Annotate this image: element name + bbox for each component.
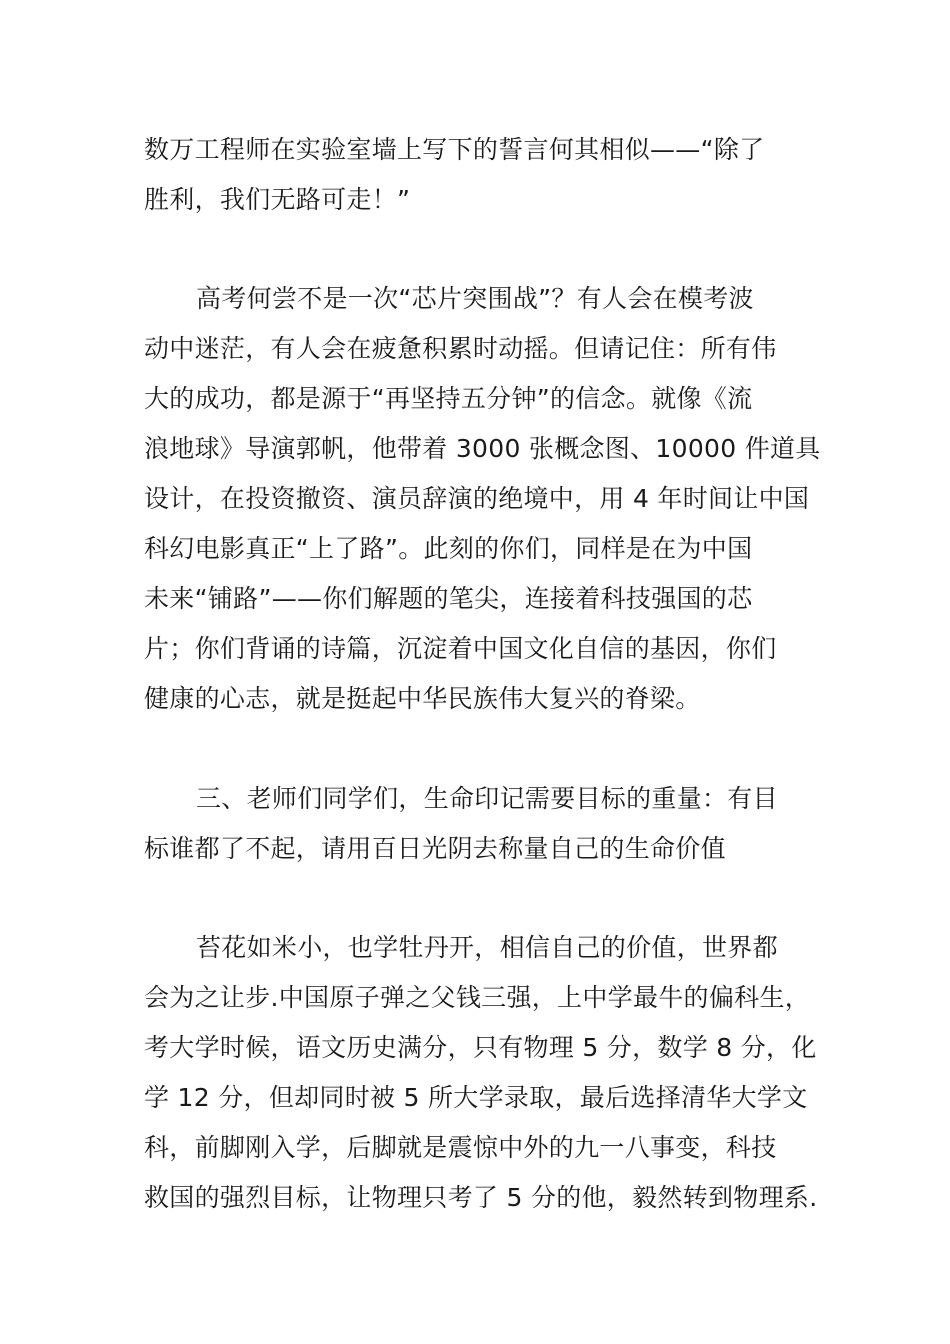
paragraph-qian-sanqiang xyxy=(144,923,844,1223)
text-line: 动中迷茫，有人会在疲惫积累时动摇。但请记住：所有伟 xyxy=(144,334,777,363)
text-line: 科幻电影真正“上了路”。此刻的你们，同样是在为中国 xyxy=(144,534,753,563)
text-line: 高考何尝不是一次“芯片突围战”？有人会在模考波 xyxy=(196,284,754,313)
text-line: 苔花如米小，也学牡丹开，相信自己的价值，世界都 xyxy=(196,933,778,962)
text-line: 设计，在投资撤资、演员辞演的绝境中，用 4 年时间让中国 xyxy=(144,484,810,513)
text-line: 会为之让步.中国原子弹之父钱三强，上中学最牛的偏科生， xyxy=(144,983,811,1012)
text-line: 大的成功，都是源于“再坚持五分钟”的信念。就像《流 xyxy=(144,384,753,413)
text-line: 浪地球》导演郭帆，他带着 3000 张概念图、10000 件道具 xyxy=(144,434,821,463)
text-line: 健康的心志，就是挺起中华民族伟大复兴的脊梁。 xyxy=(144,684,701,713)
text-line: 片；你们背诵的诗篇，沉淀着中国文化自信的基因，你们 xyxy=(144,634,777,663)
section-heading-three xyxy=(144,774,844,874)
text-line: 三、老师们同学们，生命印记需要目标的重量：有目 xyxy=(196,784,778,813)
text-line: 标谁都了不起，请用百日光阴去称量自己的生命价值 xyxy=(144,834,726,863)
paragraph-chip-breakthrough xyxy=(144,274,844,724)
text-line: 考大学时候，语文历史满分，只有物理 5 分，数学 8 分，化 xyxy=(144,1033,817,1062)
text-line: 未来“铺路”——你们解题的笔尖，连接着科技强国的芯 xyxy=(144,584,753,613)
text-line: 数万工程师在实验室墙上写下的誓言何其相似——“除了 xyxy=(144,135,765,164)
text-line: 胜利，我们无路可走！” xyxy=(144,185,411,214)
paragraph-oath xyxy=(144,125,844,225)
text-line: 救国的强烈目标，让物理只考了 5 分的他，毅然转到物理系. xyxy=(144,1183,818,1212)
text-line: 学 12 分，但却同时被 5 所大学录取，最后选择清华大学文 xyxy=(144,1083,808,1112)
text-line: 科，前脚刚入学，后脚就是震惊中外的九一八事变，科技 xyxy=(144,1133,777,1162)
